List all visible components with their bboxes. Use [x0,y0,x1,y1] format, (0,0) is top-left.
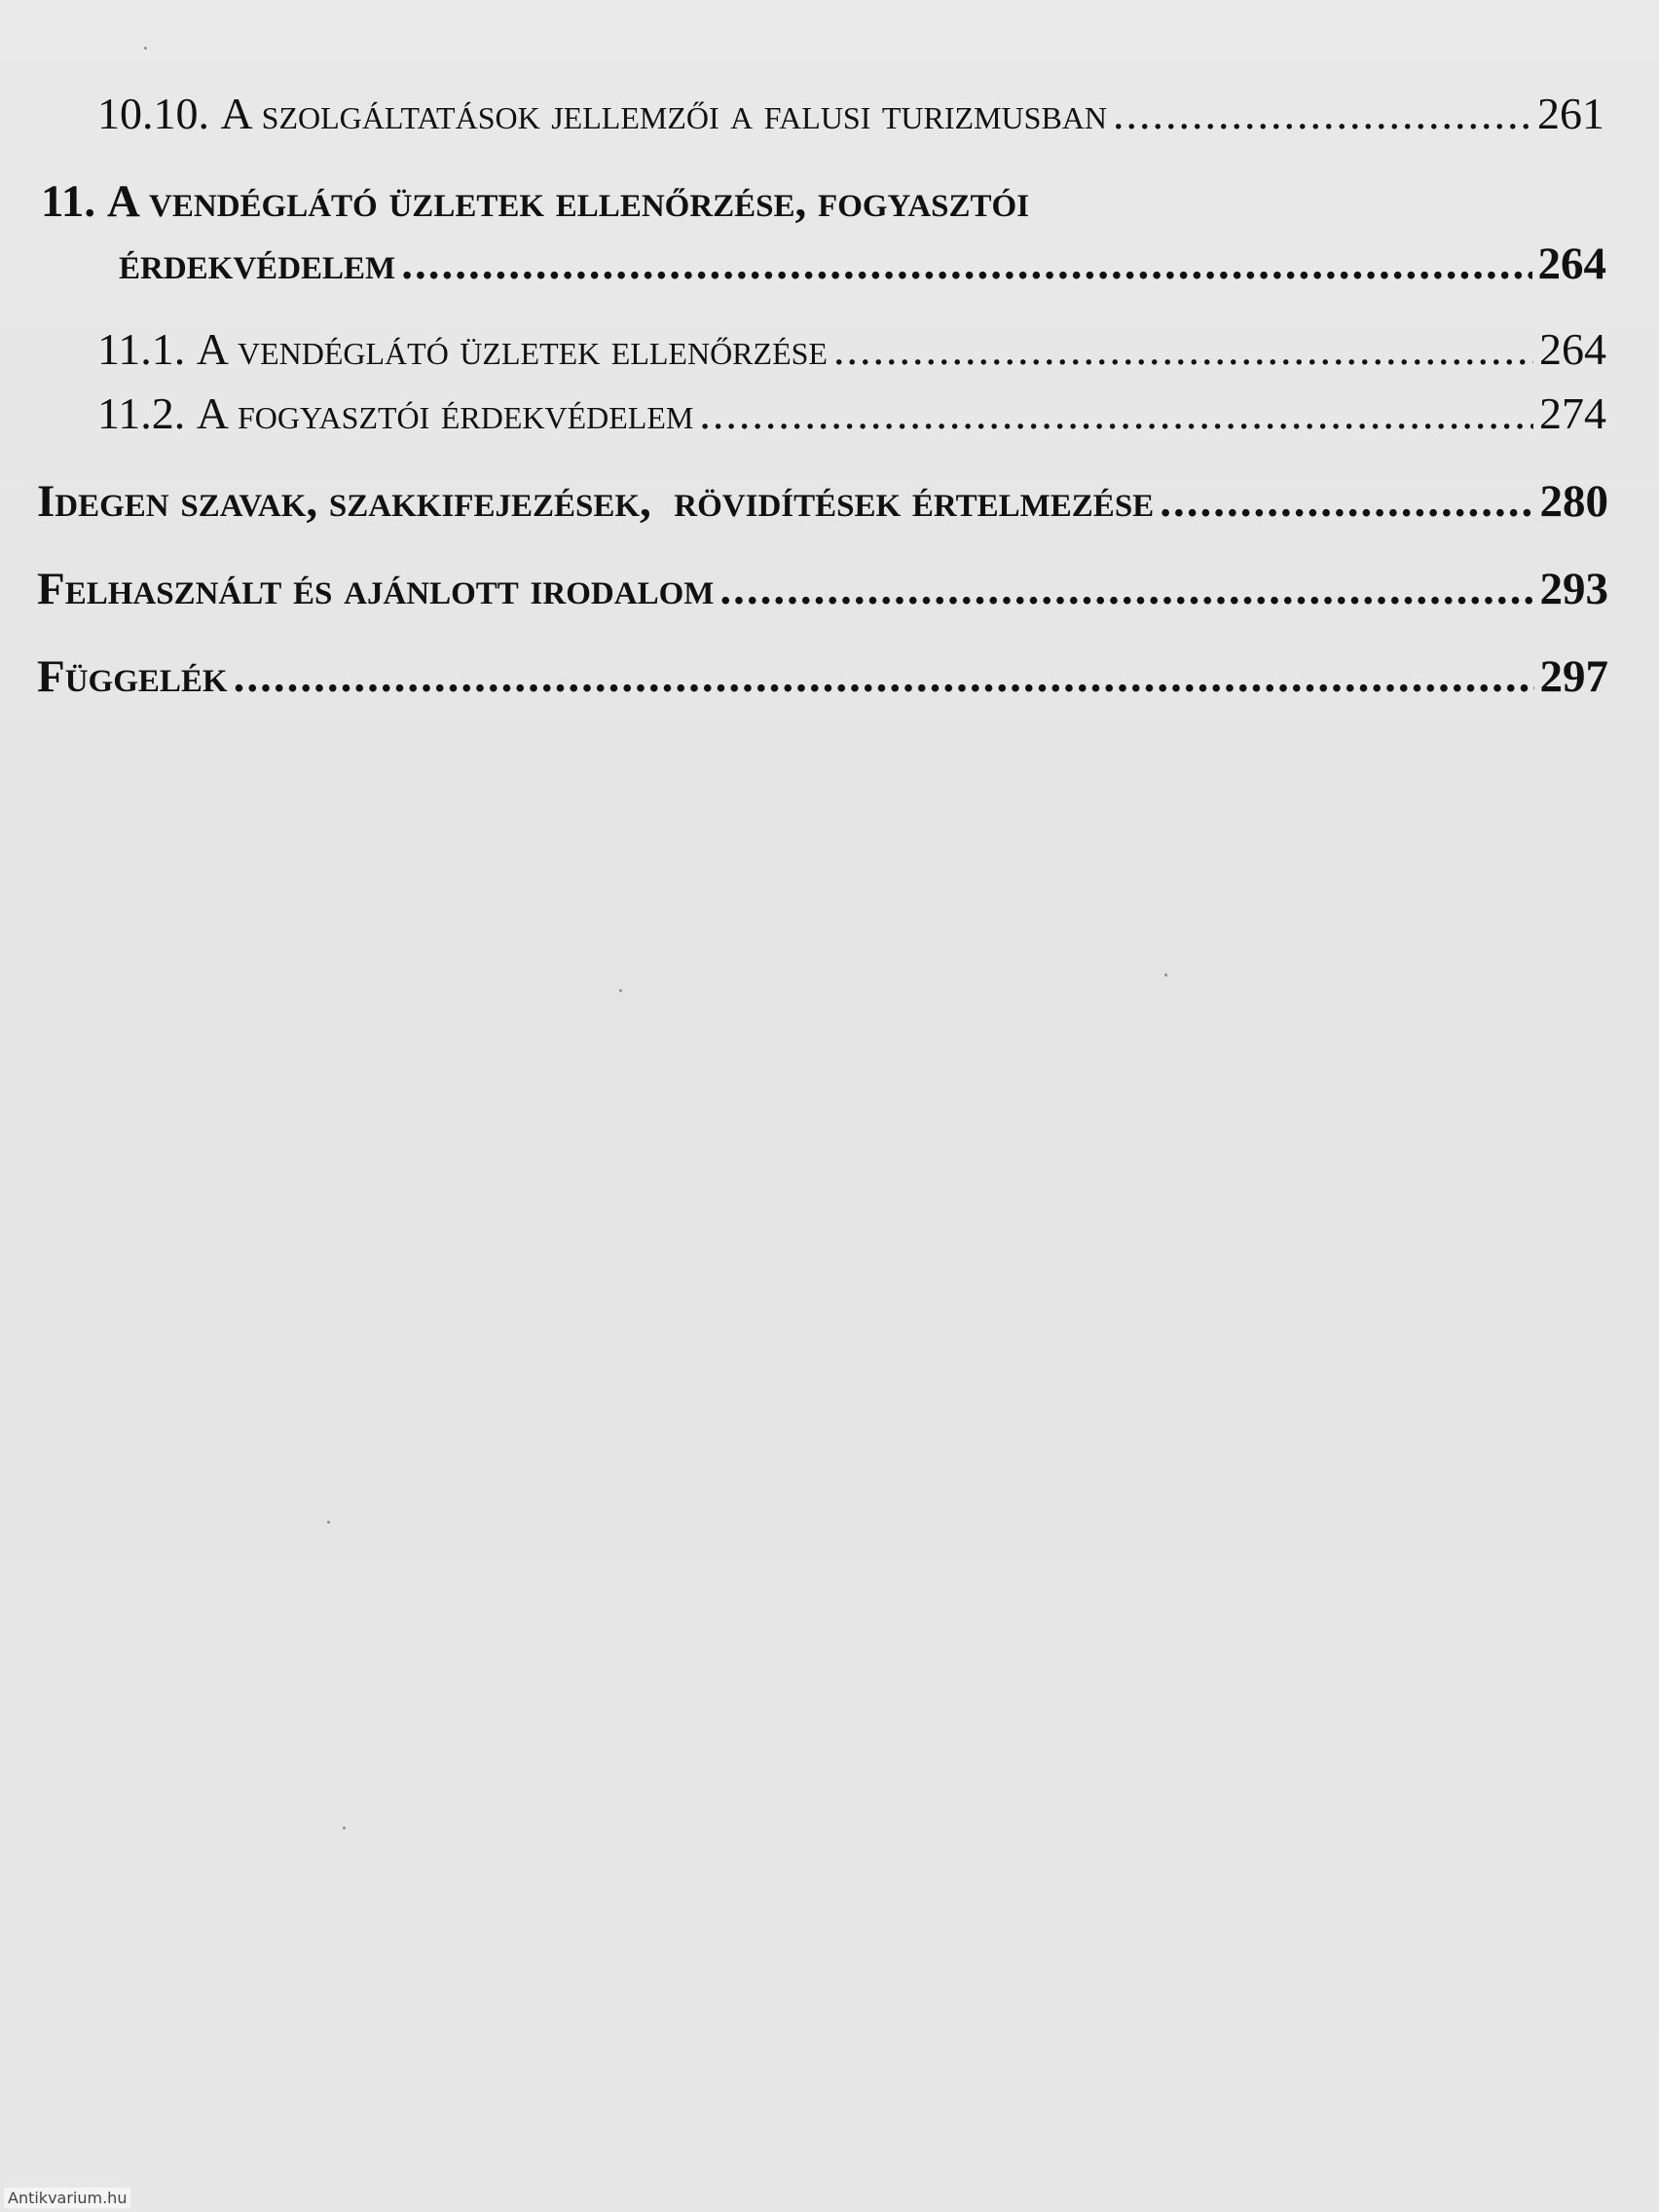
toc-leader-dots [833,323,1533,375]
toc-entry-title: A szolgáltatások jellemzői a falusi turizmusban [220,89,1108,138]
toc-entry-11 [119,238,1606,290]
toc-entry-number: 11.2. [97,388,186,438]
toc-entry-title: Idegen szavak, szakkifejezések, rövidítések értelmezése [37,476,1155,527]
table-of-contents [0,0,1659,740]
toc-entry-number: 11.1. [97,324,186,374]
dust-speck [619,989,622,992]
toc-leader-dots [719,563,1533,615]
toc-entry-title: A vendéglátó üzletek ellenőrzése, fogyasztói [106,176,1030,227]
toc-entry-title: Függelék [37,651,228,702]
toc-page-number: 264 [1537,239,1606,289]
toc-entry-10-10 [97,88,1604,139]
toc-page-number: 261 [1537,89,1604,138]
toc-entry-number: 10.10. [97,89,209,138]
toc-leader-dots [699,387,1533,439]
toc-entry-number: 11. [41,176,96,227]
dust-speck [144,47,147,50]
toc-page-number: 293 [1539,564,1608,614]
toc-leader-dots [1160,475,1533,528]
toc-entry-glossary [37,475,1608,528]
toc-entry-11-1 [97,323,1606,375]
toc-entry-bibliography [37,563,1608,615]
toc-page-number: 297 [1539,651,1608,702]
toc-entry-title: A vendéglátó üzletek ellenőrzése [196,324,828,374]
dust-speck [1164,974,1167,977]
toc-page-number: 264 [1539,324,1606,374]
toc-entry-11-title-line1 [41,175,1029,228]
toc-entry-11-2 [97,387,1606,439]
watermark: Antikvarium.hu [4,2188,130,2208]
toc-entry-title: Felhasznált és ajánlott irodalom [37,564,715,614]
toc-entry-title-continued: érdekvédelem [119,239,396,289]
toc-page-number: 274 [1539,388,1606,438]
dust-speck [327,1521,330,1524]
toc-leader-dots [234,650,1534,703]
dust-speck [343,1826,346,1829]
toc-leader-dots [1113,88,1531,139]
toc-entry-title: A fogyasztói érdekvédelem [196,388,694,438]
toc-page-number: 280 [1539,476,1608,527]
toc-entry-appendix [37,650,1608,703]
toc-leader-dots [401,238,1531,290]
